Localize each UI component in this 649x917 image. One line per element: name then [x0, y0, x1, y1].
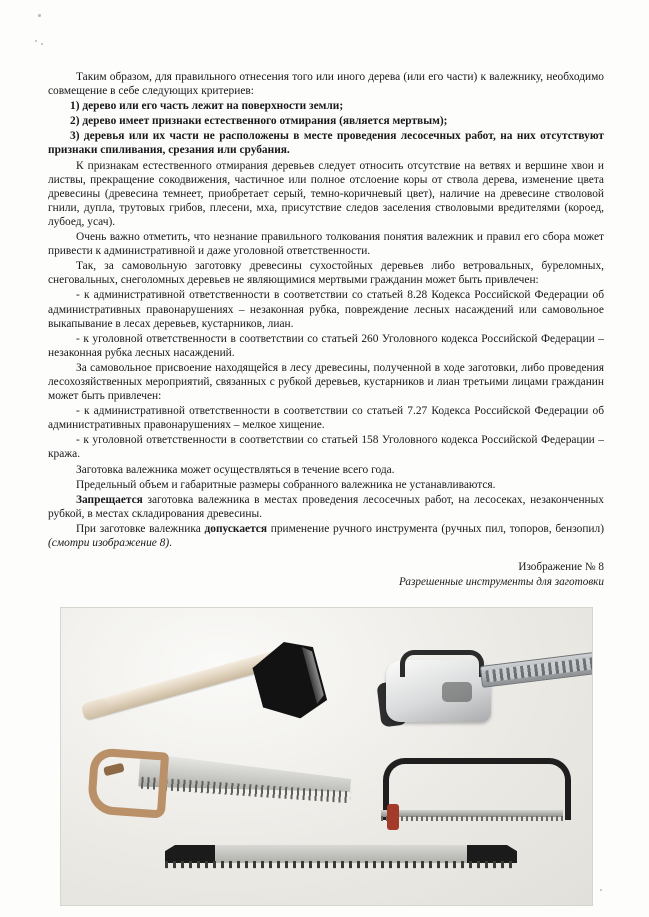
scan-speck — [35, 40, 37, 42]
paragraph: Запрещается заготовка валежника в местах проведения лесосечных работ, на лесосеках, незаконченных рубкой, в местах складирования древесины. — [48, 493, 604, 520]
criterion-2: 2) дерево имеет признаки естественного отмирания (является мертвым); — [70, 115, 448, 128]
photo-background — [61, 608, 592, 905]
paragraph: Предельный объем и габаритные размеры собранного валежника не устанавливаются. — [76, 478, 496, 491]
paragraph: К признакам естественного отмирания деревьев следует относить отсутствие на ветвях и вершине хвои и листвы, прекращение сокодвижения, частичное или полное отслоение коры от ствола дерева, изменение цвета древесины (древесина темнеет, приобретает серый, темно-коричневый цвет), наличие на древесине стволовой гнили, дупла, трутовых грибов, плесени, мха, присутствие следов заселения стволовыми вредителями (короед, лубоед, усач). — [48, 159, 604, 228]
figure-number: Изображение № 8 — [518, 561, 604, 574]
criterion-1: 1) дерево или его часть лежит на поверхности земли; — [70, 100, 344, 113]
paragraph: При заготовке валежника допускается применение ручного инструмента (ручных пил, топоров, бензопил) (смотри изображение 8). — [48, 522, 604, 549]
hand-saw-handle-icon — [87, 747, 169, 818]
scan-speck — [38, 14, 41, 17]
paragraph: Заготовка валежника может осуществляться в течение всего года. — [76, 463, 395, 476]
paragraph: Таким образом, для правильного отнесения того или иного дерева (или его части) к валежнику, необходимо совмещение в себе следующих критериев: — [48, 71, 604, 98]
chainsaw-bar-icon — [480, 648, 593, 688]
bow-saw-grip-icon — [387, 804, 399, 830]
two-man-saw-teeth-icon — [165, 861, 517, 874]
paragraph: Так, за самовольную заготовку древесины сухостойных деревьев либо ветровальных, буреломных, снеговальных, снеголомных деревьев не являющимися мертвыми гражданин может быть привлечен: — [48, 260, 604, 287]
list-item: - к уголовной ответственности в соответствии со статьей 158 Уголовного кодекса Российской Федерации – кража. — [48, 434, 604, 461]
figure-image-tools — [60, 607, 593, 906]
figure-title: Разрешенные инструменты для заготовки — [398, 575, 604, 588]
two-man-saw-icon — [165, 845, 517, 863]
list-item: - к административной ответственности в соответствии со статьей 8.28 Кодекса Российской Федерации об административных правонарушениях – незаконная рубка, повреждение лесных насаждений или самовольное выкапывание в лесах деревьев, кустарников, лиан. — [48, 289, 604, 330]
axe-head-icon — [248, 635, 330, 727]
paragraph: Очень важно отметить, что незнание правильного толкования понятия валежник и правил его сбора может привести к административной и даже уголовной ответственности. — [48, 231, 604, 258]
list-item: - к административной ответственности в соответствии со статьей 7.27 Кодекса Российской Федерации об административных правонарушениях – мелкое хищение. — [48, 405, 604, 432]
list-item: - к уголовной ответственности в соответствии со статьей 260 Уголовного кодекса Российской Федерации – незаконная рубка лесных насаждений. — [48, 332, 604, 359]
two-man-saw-right-end-icon — [467, 845, 517, 863]
document-body — [48, 70, 604, 589]
figure-caption-block — [48, 560, 604, 589]
chainsaw-icon — [386, 660, 491, 722]
two-man-saw-left-end-icon — [165, 845, 215, 863]
scan-speck — [600, 889, 602, 891]
criterion-3: 3) деревья или их части не расположены в месте проведения лесосечных работ, на них отсутствуют признаки спиливания, срезания или срубания. — [48, 130, 604, 157]
paragraph: За самовольное присвоение находящейся в лесу древесины, полученной в ходе заготовки, либо проведения лесохозяйственных мероприятий, связанных с рубкой деревьев, кустарников и лиан третьими лицами гражданин может быть привлечен: — [48, 361, 604, 403]
bow-saw-blade-icon — [381, 810, 563, 817]
scan-speck — [41, 43, 43, 45]
